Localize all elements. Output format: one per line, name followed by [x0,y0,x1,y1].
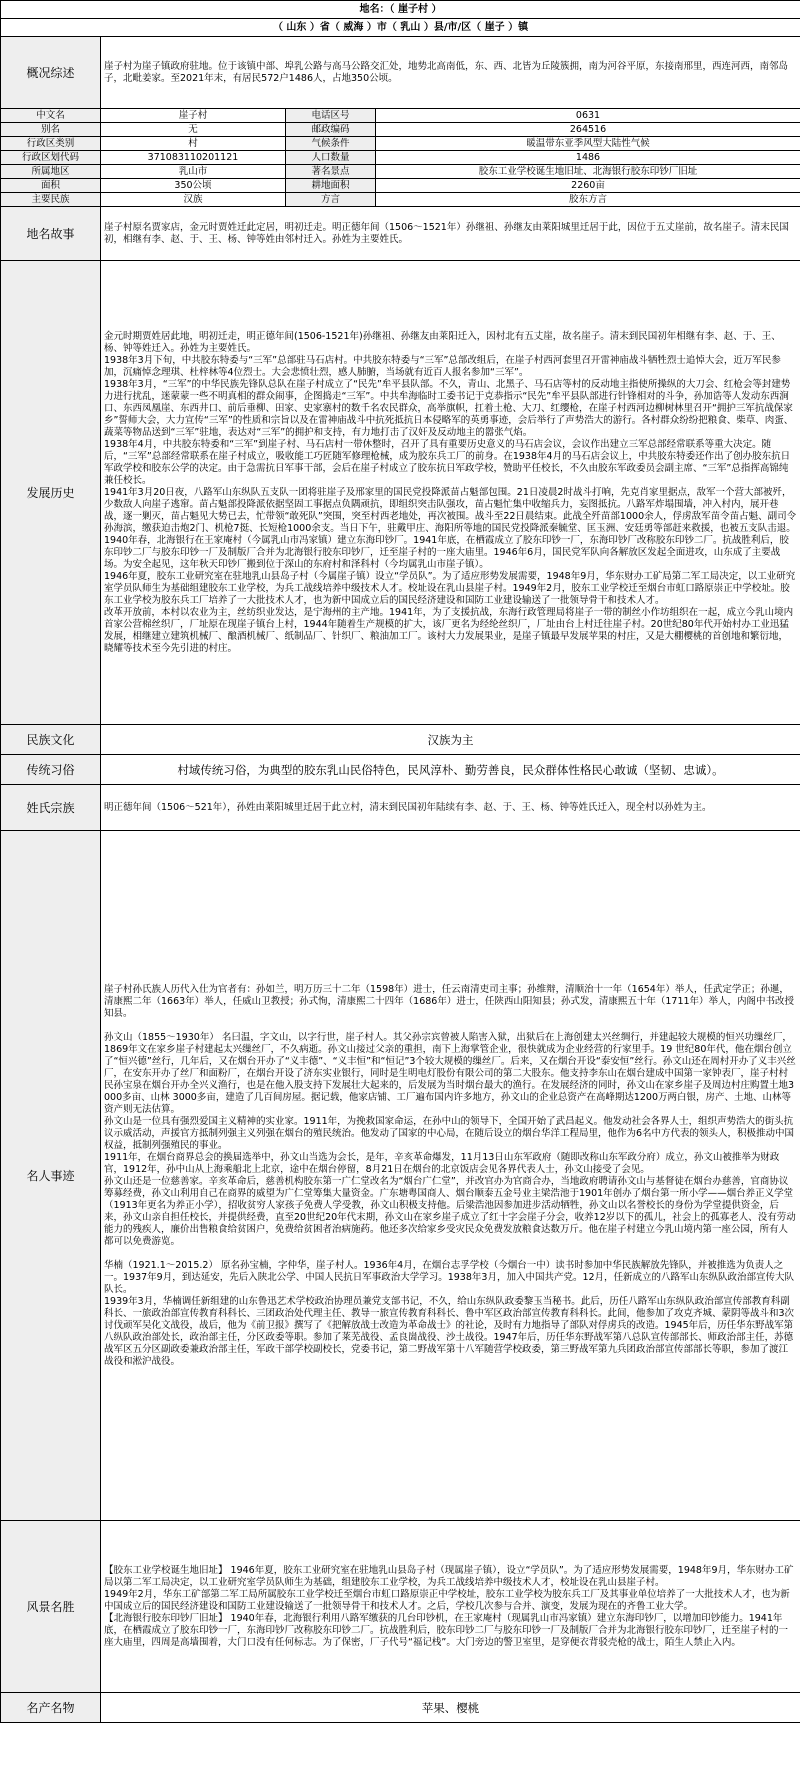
people-paragraph: 崖子村孙氏族人历代入仕为官者有：孙如兰，明万历三十二年（1598年）进士，任云南清吏司主事；孙维辩，清顺治十一年（1654年）举人，任武定学正；孙暹，清康熙二年（1663年）举人，任威山卫教授；孙式恂，清康熙二十四年（1686年）进士，任陕西山阳知县；孙式发，清康熙五十年（1711年）举人，内阁中书改授知县。 [104,983,795,1019]
products-text: 苹果、樱桃 [101,1693,800,1723]
history-paragraph: 金元时期贾姓居此地，明初迁走，明正德年间(1506-1521年)孙继祖、孙继友由莱阳迁入，因村北有五丈崖，故名崖子。清末到民国初年相继有李、赵、于、王、杨、钟等姓迁入。孙姓为主要姓氏。 [104,330,781,354]
info-key-farmland: 耕地面积 [286,179,376,193]
info-key-area: 面积 [1,179,101,193]
info-value-chinese-name: 崖子村 [101,109,286,123]
culture-label: 民族文化 [1,725,101,755]
info-value-attractions: 胶东工业学校诞生地旧址、北海银行胶东印钞厂旧址 [376,165,800,179]
story-text: 崖子村原名贾家店，金元时贾姓迁此定居，明初迁走。明正德年间（1506～1521年）孙继祖、孙继友由莱阳城里迁居于此，因位于五丈崖前，故名崖子。清末民国初，相继有李、赵、于、王、杨、钟等姓由邻村迁入。孙姓为主要姓氏。 [101,207,800,261]
scenery-paragraph: 1949年2月，华东工矿部第二军工局所属胶东工业学校迁至烟台市虹口路原崇正中学校址，胶东工业学校为胶东兵工厂及其事业单位培养了一大批技术人才，也为新中国成立后的国民经济建设和国防工业建设输送了一批领导骨干和技术人才。之后，学校几次参与合并、演变，发展为现在的齐鲁工业大学。 [104,1588,790,1612]
info-key-area-code: 电话区号 [286,109,376,123]
info-value-admin-type: 村 [101,137,286,151]
history-paragraph: 1938年3月下旬，中共胶东特委与“三军”总部驻马石店村。中共胶东特委与“三军”总部改组后，在崖子村西河套里召开雷神庙战斗牺牲烈士追悼大会，近万军民参加，沉痛悼念理琪、杜梓林等4位烈士。大会悲愤壮烈，感人肺腑，当场就有近百人报名参加“三军”。 [104,354,781,378]
history-paragraph: 1946年夏，胶东工业研究室在驻地乳山县岛子村（今属崖子镇）设立“学员队”。为了适应形势发展需要，1948年9月，华东财办工矿局第二军工局决定，以工业研究室学员队师生为基础组建胶东工业学校，为兵工战线培养中级技术人才。校址设在乳山县崖子村。1949年2月，胶东工业学校迁至烟台市虹口路原崇正中学校址。胶东工业学校为胶东兵工厂培养了一大批技术人才，也为新中国成立后的国民经济建设和国防工业建设输送了一批领导骨干和技术人才。 [104,570,796,606]
people-paragraph: 孙文山（1855～1930年） 名曰温，字文山，以字行世，崖子村人。其父孙宗宾曾被人陷害入狱，出狱后在上海创建太兴丝绸行，并建起较大规模的恒兴功缫丝厂，1869年文在家乡崖子村建起太兴缫丝厂，不久病逝。孙文山接过父亲的重担，南下上海掌管企业，很快就成为企业经营的行家里手。19 世纪80年代，他在烟台创立了“恒兴德”丝行，几年后，又在烟台开办了“义丰德”、“义丰恒”和“恒记”3个较大规模的缫丝厂。后来，又在烟台开设“泰安恒”丝行。孙文山还在周村开办了义丰兴丝厂，在安东开办了丝厂和面粉厂，在烟台开设了济东实业银行，同时是生明电灯股份有限公司的第二大股东。他支持李东山在烟台建成中国第一家钟表厂，崖子村村民孙宝泉在烟台开办全兴义渔行，也是在他入股支持下发展壮大起来的，后发展为当时烟台最大的渔行。在发展经济的同时，孙文山在家乡崖子及周边村庄购置土地3000多亩、山林 3000多亩，建造了几百间房屋。据记载，他家店铺、工厂遍布国内许多地方，孙文山的企业总资产在高峰期达1200万两白银，房产、土地、山林等资产则无法估算。 [104,1031,796,1115]
people-paragraph: 1911年，在烟台商界总会的换届选举中，孙文山当选为会长，是年，辛亥革命爆发，11月13日山东军政府（随即改称山东军政分府）成立，孙文山被推举为财政官，1912年，孙中山从上海乘船北上北京，途中在烟台停留，8月21日在烟台的北京饭店会见各界代表人士，孙文山接受了会见。 [104,1151,780,1175]
scenery-paragraph: 【北海银行胶东印钞厂旧址】 1940年春，北海银行利用八路军缴获的几台印钞机，在王家庵村（现属乳山市冯家镇）建立东海印钞厂，以增加印钞能力。1941年底，在栖霞成立了胶东印钞一厂，东海印钞厂改称胶东印钞二厂。抗战胜利后，胶东印钞二厂与胶东印钞一厂及制版厂合并为北海银行胶东印钞厂，迁至崖子村的一座大庙里，四周是高墙围着，大门口没有任何标志。为了保密，厂子代号“福记栈”。大门旁边的警卫室里，是穿便衣背驳壳枪的战士，陌生人禁止入内。 [104,1612,789,1648]
overview-text: 崖子村为崖子镇政府驻地。位于该镇中部、埠乳公路与高马公路交汇处，地势北高南低，东、西、北皆为丘陵簇拥，南为河谷平原，东接南邢里，西连河西，南邻岛子，北毗姜家。至2021年末，有居民572户1486人，占地350公顷。 [101,37,800,109]
history-paragraph: 1941年3月20日夜，八路军山东纵队五支队一团将驻崖子及邢家里的国民党投降派苗占魁部包围。21日凌晨2时战斗打响，先克肖家里据点，敌军一个营大部被歼，少数敌人向崖子逃窜。苗占魁部投降派依据坚固工事据点负隅顽抗，即组织突击队强攻，苗占魁忙集中收缩兵力，妄图抵抗。八路军炸塌围墙，冲入村内，展开巷战，逐一剿灭，苗占魁见大势已去，忙带领“敢死队”突围，突至村西老地处，再次被围。战斗至22日晨结束。此战全歼苗部1000余人，俘虏敌军苗令苗占魁、副司令孙海滨，缴获迫击炮2门、机枪7挺、长短枪1000余支。当日下午，驻戴甲庄、海阳所等地的国民党投降派秦毓堂、匡玉洲、安廷勇等部赶来救援，也被五支队击退。 [104,486,797,534]
info-value-division-code: 371083110201121 [101,151,286,165]
info-value-region: 乳山市 [101,165,286,179]
scenery-paragraph: 【胶东工业学校诞生地旧址】 1946年夏，胶东工业研究室在驻地乳山县岛子村（现属崖子镇），设立“学员队”。为了适应形势发展需要，1948年9月，华东财办工矿局以第二军工局决定，以工业研究室学员队师生为基础，组建胶东工业学校，为兵工战线培养中级技术人才，校址设在乳山县崖子村。 [104,1564,794,1588]
customs-text: 村域传统习俗，为典型的胶东乳山民俗特色，民风淳朴、勤劳善良，民众群体性格民心敢诚（坚韧、忠诚）。 [101,755,800,785]
info-key-attractions: 著名景点 [286,165,376,179]
info-value-farmland: 2260亩 [376,179,800,193]
info-value-alias: 无 [101,123,286,137]
products-label: 名产名物 [1,1693,101,1723]
info-value-climate: 暖温带东亚季风型大陆性气候 [376,137,800,151]
overview-label: 概况综述 [1,37,101,109]
info-value-ethnicity: 汉族 [101,193,286,207]
history-paragraph: 改革开放前，本村以农业为主，丝纺织业发达，是宁海州的主产地。1941年，为了支援抗战，东海行政管理局将崖子一带的制丝小作坊组织在一起，成立今乳山境内首家公营棉丝织厂，厂址原在现崖子镇台上村，1944年随着生产规模的扩大，该厂更名为经纶丝织厂，厂址由台上村迁往崖子村。20世纪80年代开始村办工业迅猛发展，相继建立建筑机械厂、酿酒机械厂、纸制品厂、针织厂、粮油加工厂。该村大力发展果业，是崖子镇最早发展苹果的村庄，又是大棚樱桃的首创地和繁衍地，晓耀等技术至今先引进的村庄。 [104,606,794,654]
info-value-dialect: 胶东方言 [376,193,800,207]
story-label: 地名故事 [1,207,101,261]
region-line: （ 山东 ）省（ 威海 ）市（ 乳山 ）县/市/区（ 崖子 ）镇 [1,19,800,37]
history-paragraph: 1938年4月，中共胶东特委和“三军”到崖子村、马石店村一带休整时，召开了具有重要历史意义的马石店会议，会议作出建立三军总部经常联系等重大决定。随后，“三军”总部经常联系在崖子村成立，吸收能工巧匠随军修理枪械，成为胶东兵工厂的前身。在1938年4月的马石店会议上，中共胶东特委还作出了创办胶东抗日军政学校和胶东公学的决定。由于急需抗日军事干部，会后在崖子村成立了胶东抗日军政学校，赞助平任校长，不久由胶东军政委员会副主席、“三军”总指挥高锦纯兼任校长。 [104,438,791,486]
people-paragraph: 华楠（1921.1～2015.2） 原名孙宝楠，字仲华，崖子村人。1936年4月，在烟台志孚学校（今烟台一中）读书时参加中华民族解放先锋队，并被推选为负责人之一。1937年9月，到达延安，先后入陕北公学、中国人民抗日军事政治大学学习。1938年3月，加入中国共产党。12月，任新成立的八路军山东纵队政治部宣传大队队长。 [104,1259,795,1295]
info-key-climate: 气候条件 [286,137,376,151]
history-text [101,261,800,725]
people-paragraph: 1939年3月，华楠调任新组建的山东鲁迅艺术学校政治协理员兼党支部书记，不久，给山东纵队政委黎玉当秘书。此后，历任八路军山东纵队政治部宣传部教育科副科长、一旅政治部宣传教育科科长、三团政治处代理主任、教导一旅宣传教育科科长、鲁中军区政治部宣传教育科科长。此间，他参加了攻克齐城、蒙阴等战斗和3次讨伐顽军吴化文战役，战后，他为《前卫报》撰写了《把解放战士改造为革命战士》的社论，及时有力地指导了部队对俘虏兵的改造。1945年后，历任华东野战军第八纵队政治部处长，政治部主任，分区政委等职。参加了莱芜战役、孟良崮战役、沙土战役。1947年后，历任华东野战军第八总队宣传部部长、师政治部主任，苏德战军区五分区副政委兼政治部主任，军政干部学校副校长，党委书记，第二野战军第十八军随营学校政委，第三野战军第九兵团政治部宣传部部长等职，参加了渡江战役和淞沪战役。 [104,1295,795,1367]
info-key-alias: 别名 [1,123,101,137]
people-text [101,831,800,1521]
info-key-postal-code: 邮政编码 [286,123,376,137]
surname-text: 明正德年间（1506～521年），孙姓由莱阳城里迁居于此立村，清末到民国初年陆续有李、赵、于、王、杨、钟等姓氏迁入，现全村以孙姓为主。 [101,785,800,831]
scenery-text [101,1521,800,1693]
info-key-division-code: 行政区划代码 [1,151,101,165]
info-key-chinese-name: 中文名 [1,109,101,123]
scenery-label: 风景名胜 [1,1521,101,1693]
people-paragraph: 孙文山还是一位慈善家。辛亥革命后，慈善机构胶东第一广仁堂改名为“烟台广仁堂”，并改官办为官商合办，当地政府聘请孙文山与基督徒在烟台办慈善，官商协议筹募经费，孙文山利用自己在商界的威望为广仁堂筹集大量资金。广东塘粤国商人、烟台顺泰五金号业主梁浩池于1901年创办了烟台第一所小学——烟台养正义学堂（1913年更名为养正小学），招收贫穷人家孩子免费人学受教，孙文山积极支持他。后梁浩池因参加进步活动牺牲，孙文山以名誉校长的身份为学堂提供资金，后来，孙文山亲自担任校长，并提供经费，直至20世纪20年代末期，孙文山在家乡崖子成立了红十字会崖子分会，收养12岁以下的孤儿，社会上的孤寡老人、没有劳动能力的残疾人，廉价出售粮食给贫困户，免费给贫困者治病施药。他还多次给家乡受灾民众免费发放粮食达数万斤。他在崖子村建立今乳山境内第一座公园，所有人都可以免费游览。 [104,1175,796,1247]
history-label: 发展历史 [1,261,101,725]
people-label: 名人事迹 [1,831,101,1521]
info-key-ethnicity: 主要民族 [1,193,101,207]
history-paragraph: 1938年3月，“三军”的中华民族先锋队总队在崖子村成立了“民先”牟平县队部。不久，青山、北黑子、马石店等村的反动地主指使所操纵的大刀会、红枪会等封建势力进行扰乱，迷蒙蒙一些不明真相的群众闹事，企图捣走“三军”。中共牟海临时工委书记于克恭指示“民先”牟平县队部进行针锋相对的斗争，孙加诰等人发动东西涧口、东西凤凰崖、东西井口、前后垂柳、田家、史家寨村的数千名农民群众，高举旗帜，扛着土枪、大刀、红缨枪，在崖子村西河边柳树林里召开“拥护三军抗战保家乡”誓师大会，大力宣传“三军”的性质和宗旨以及在雷神庙战斗中抗死抵抗日本侵略军的英勇事迹，会后举行了声势浩大的游行。各村群众纷纷把粮食、柴草、肉蛋、蔬菜等物品送到“三军”驻地，表达对“三军”的拥护和支持，有力地打击了汉奸及反动地主的嚣张气焰。 [104,378,794,438]
info-value-population: 1486 [376,151,800,165]
info-key-region: 所属地区 [1,165,101,179]
document-title: 地名：（ 崖子村 ） [1,1,800,19]
info-key-admin-type: 行政区类别 [1,137,101,151]
info-value-postal-code: 264516 [376,123,800,137]
surname-label: 姓氏宗族 [1,785,101,831]
info-value-area: 350公顷 [101,179,286,193]
history-paragraph: 1940年春，北海银行在王家庵村（今属乳山市冯家镇）建立东海印钞厂。1941年底，在栖霞成立了胶东印钞一厂，东海印钞厂改称胶东印钞二厂。抗战胜利后，胶东印钞二厂与胶东印钞一厂及制版厂合并为北海银行胶东印钞厂，迁至崖子村的一座大庙里。1946年6月，国民党军队向各解放区发起全面进攻，山东成了主要战场。为安全起见，这年秋天印钞厂搬到位于深山的东府村和泽科村（今均属乳山市崖子镇）。 [104,534,789,570]
info-value-area-code: 0631 [376,109,800,123]
people-paragraph: 孙文山是一位具有强烈爱国主义精神的实业家。1911年，为挽救国家命运，在孙中山的领导下，全国开始了武昌起义。他发动社会各界人士，组织声势浩大的街头抗议示威活动，声援官方抵制列强主义列强在烟台的殖民统治。他发动了国家的中心局，在随后设立的烟台华洋工程局里，他作为6名中方代表的领头人，积极推动中国权益，抵制列强殖民的事业。 [104,1115,795,1151]
info-key-dialect: 方言 [286,193,376,207]
info-key-population: 人口数量 [286,151,376,165]
customs-label: 传统习俗 [1,755,101,785]
culture-text: 汉族为主 [101,725,800,755]
